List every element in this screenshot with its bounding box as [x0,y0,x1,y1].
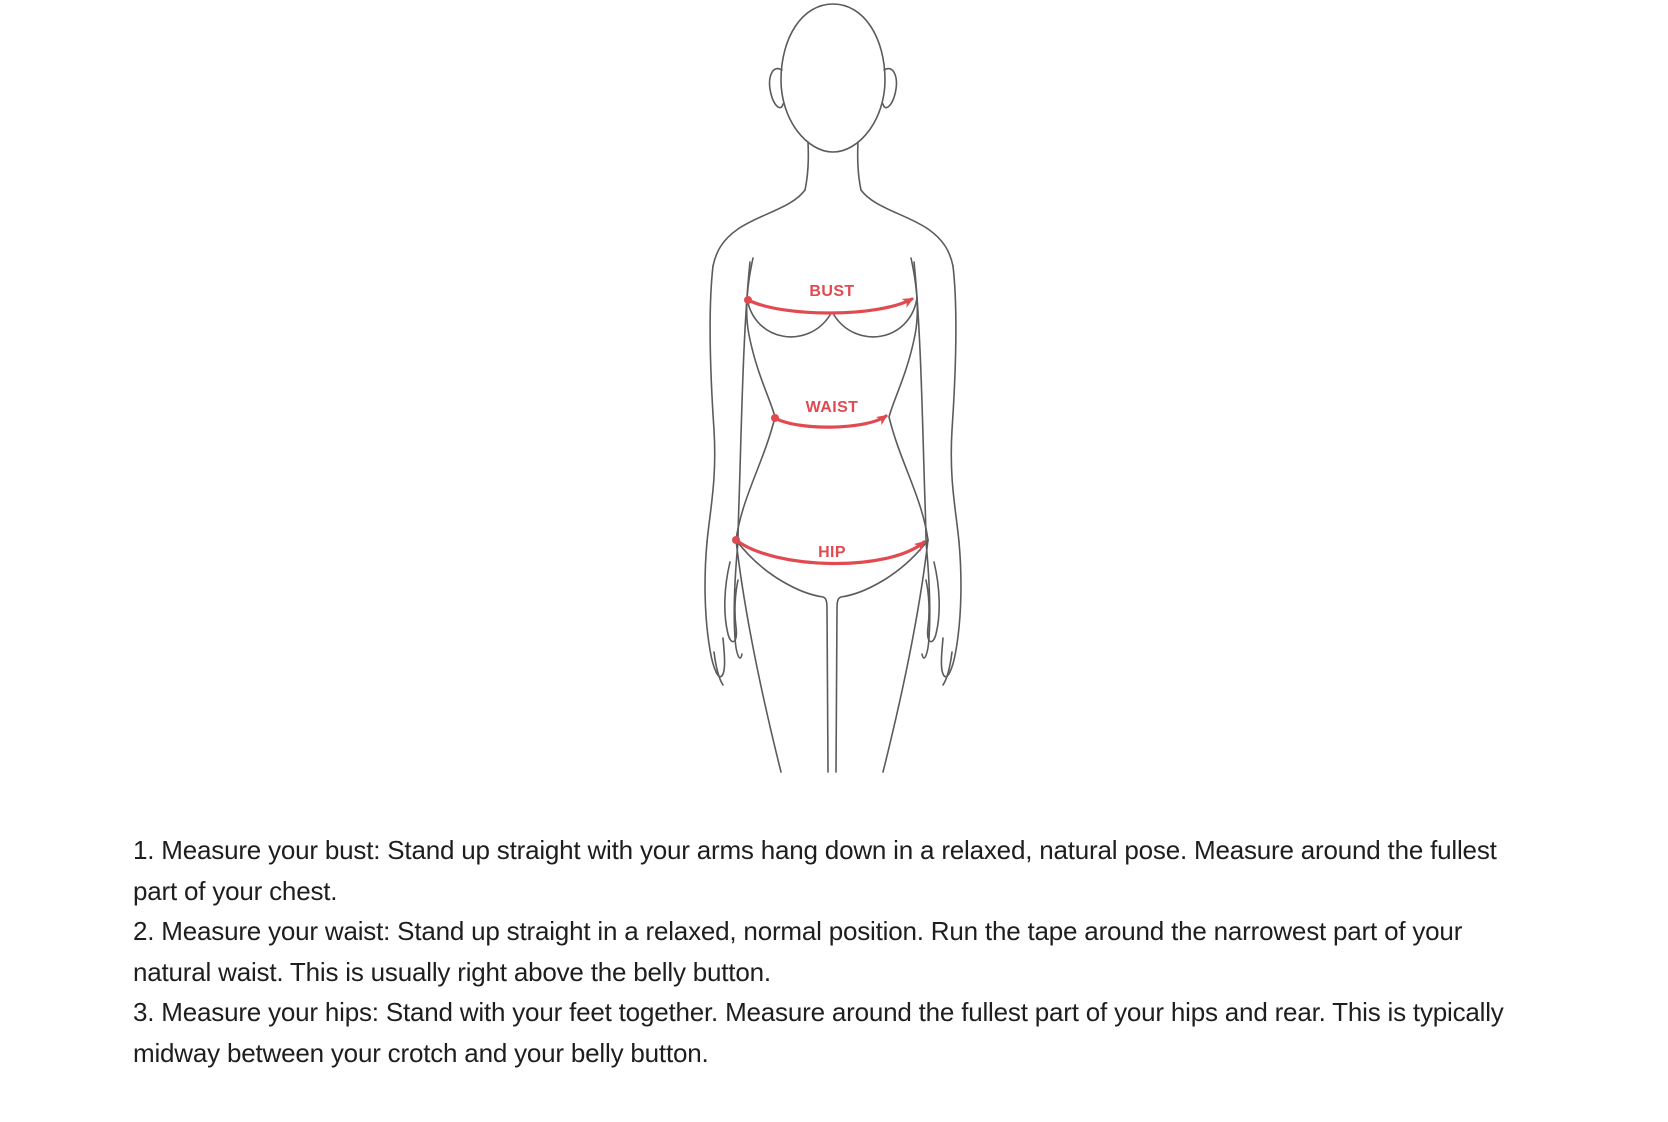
body-outline [705,4,961,772]
instruction-waist-line-1: 2. Measure your waist: Stand up straight in a relaxed, normal position. Run the tape around the narrowest part of your [133,916,1463,946]
waist-measure-arrow [775,416,886,427]
measurement-instructions [133,830,1653,1073]
bust-measure-arrow [748,299,912,313]
neck-left [805,142,808,190]
left-leg-outer [736,540,781,772]
waist-label: WAIST [805,399,859,416]
body-measurement-diagram [650,0,1015,780]
right-shoulder [861,190,953,266]
instruction-bust-line-1: 1. Measure your bust: Stand up straight with your arms hang down in a relaxed, natural pose. Measure around the fullest [133,835,1497,865]
bust-label: BUST [809,283,855,300]
measurement-markers [736,283,924,564]
instruction-waist-line-2: natural waist. This is usually right above the belly button. [133,956,771,987]
hip-curve-left [736,540,828,772]
right-arm-outer [951,266,959,542]
neck-right [858,142,861,190]
left-arm-outer [707,266,715,542]
instruction-bust-line-2: part of your chest. [133,875,338,906]
instruction-hips-line-1: 3. Measure your hips: Stand with your feet together. Measure around the fullest part of your hips and rear. This is typically [133,997,1504,1027]
hip-label: HIP [818,544,846,561]
instruction-hips-line-2: midway between your crotch and your belly button. [133,1037,709,1068]
right-leg-outer [883,540,928,772]
hip-curve-right [836,540,928,772]
left-shoulder [713,190,805,266]
head-outline [781,4,885,152]
